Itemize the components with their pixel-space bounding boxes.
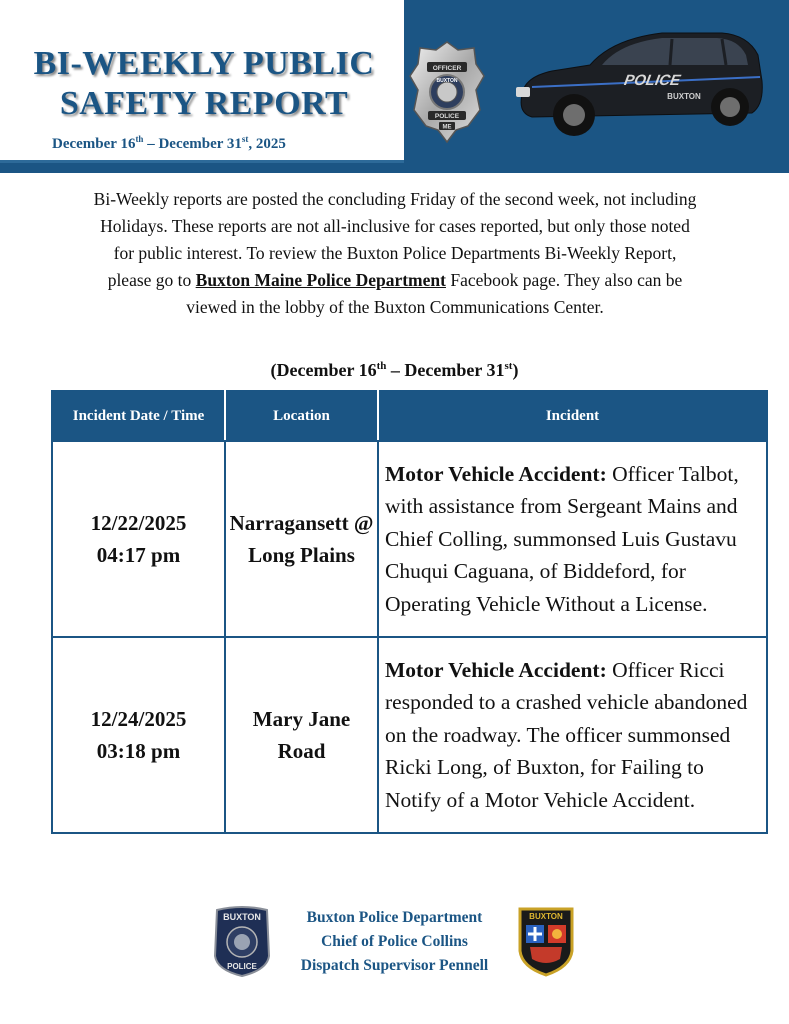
police-patch-icon [213, 904, 271, 978]
subheading-mid: – December 31 [386, 360, 505, 380]
footer-signature [282, 906, 507, 978]
date-start: December 16 [52, 136, 136, 152]
badge-text-low: POLICE [434, 113, 460, 120]
incident-date-cell [52, 441, 225, 637]
incident-date: 12/24/2025 [90, 707, 187, 731]
car-police-text: POLICE [622, 72, 682, 89]
date-start-sup: th [135, 134, 144, 144]
footer-department: Buxton Police Department [306, 909, 483, 926]
intro-text-before: Bi-Weekly reports are posted the concluding Friday of the second week, not including Holidays. These reports are not all-inclusive for cases reported, but only those noted for public interest. To review the Buxton Police Departments Bi-Weekly Report, please go to [93, 189, 697, 290]
incident-table [51, 390, 768, 834]
header-banner [0, 0, 789, 175]
subheading-open: (December 16 [270, 360, 377, 380]
report-date-range [52, 134, 286, 153]
footer-chief: Chief of Police Collins [321, 933, 468, 950]
intro-paragraph [90, 186, 700, 321]
police-badge-icon [408, 40, 486, 144]
subheading-sup2: st [504, 360, 513, 372]
incident-time: 04:17 pm [96, 543, 181, 567]
header-incident: Incident [378, 391, 767, 441]
facebook-page-link[interactable]: Buxton Maine Police Department [195, 270, 446, 290]
police-car-icon [512, 25, 768, 145]
incident-text: Officer Ricci responded to a crashed vehicle abandoned on the roadway. The officer summonsed Ricki Long, of Buxton, for Failing to Notify of a Motor Vehicle Accident. [385, 657, 748, 812]
incident-time: 03:18 pm [96, 739, 181, 763]
report-title-line1: BI-WEEKLY PUBLIC [33, 45, 375, 82]
badge-text-bottom: ME [442, 124, 452, 131]
patch-right-top: BUXTON [529, 912, 563, 921]
report-title [14, 44, 394, 124]
header-location: Location [225, 391, 378, 441]
table-date-subheading [0, 360, 789, 381]
table-header-row [52, 391, 767, 441]
car-town-text: BUXTON [667, 92, 701, 101]
fire-rescue-patch-icon [516, 905, 576, 977]
incident-description [378, 637, 767, 833]
table-row [52, 637, 767, 833]
badge-text-top: OFFICER [432, 65, 462, 72]
incident-date: 12/22/2025 [90, 511, 187, 535]
incident-text: Officer Talbot, with assistance from Sergeant Mains and Chief Colling, summonsed Luis Gustavu Chuqui Caguana, of Biddeford, for Operating Vehicle Without a License. [385, 461, 739, 616]
header-date-time: Incident Date / Time [52, 391, 225, 441]
incident-type: Motor Vehicle Accident: [385, 461, 607, 486]
incident-date-cell [52, 637, 225, 833]
intro-text-after: Facebook page. They also can be viewed in the lobby of the Buxton Communications Center. [186, 270, 683, 317]
banner-bottom-stripe [0, 163, 789, 173]
patch-left-top: BUXTON [223, 912, 261, 922]
date-end: December 31 [158, 136, 242, 152]
date-sep: – [143, 136, 159, 152]
incident-location: Mary Jane Road [225, 637, 378, 833]
patch-left-bottom: POLICE [227, 962, 257, 971]
date-year: , 2025 [248, 136, 286, 152]
footer-dispatch: Dispatch Supervisor Pennell [300, 957, 489, 974]
incident-type: Motor Vehicle Accident: [385, 657, 607, 682]
badge-text-mid: BUXTON [436, 78, 458, 84]
incident-description [378, 441, 767, 637]
incident-location: Narragansett @ Long Plains [225, 441, 378, 637]
subheading-sup1: th [376, 360, 387, 372]
report-title-line2: SAFETY REPORT [59, 85, 349, 122]
table-row [52, 441, 767, 637]
date-end-sup: st [241, 134, 249, 144]
subheading-close: ) [512, 360, 519, 380]
